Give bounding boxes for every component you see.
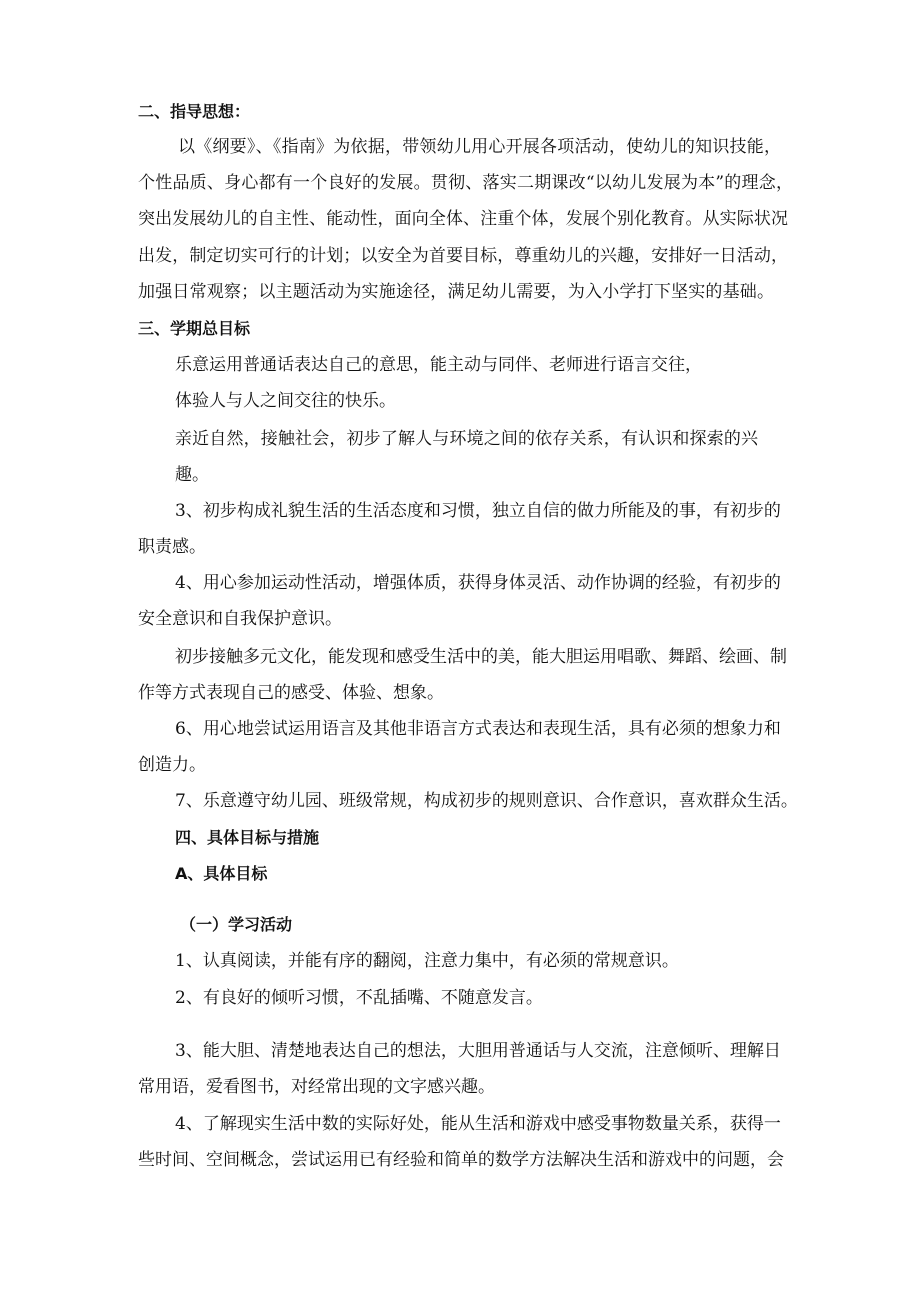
section-heading-specific-goals: 四、具体目标与措施 (175, 828, 320, 847)
subheading-a: A、具体目标 (175, 864, 268, 883)
goal-line: 亲近自然，接触社会，初步了解人与环境之间的依存关系，有认识和探索的兴 (175, 429, 758, 449)
item-line: 2、有良好的倾听习惯，不乱插嘴、不随意发言。 (175, 988, 543, 1008)
goal-line: 初步接触多元文化，能发现和感受生活中的美，能大胆运用唱歌、舞蹈、绘画、制 (175, 647, 787, 667)
goal-line: 趣。 (175, 465, 209, 485)
goal-line: 6、用心地尝试运用语言及其他非语言方式表达和表现生活，具有必须的想象力和 (175, 719, 781, 739)
item-line: 些时间、空间概念，尝试运用已有经验和简单的数学方法解决生活和游戏中的问题，会 (138, 1150, 784, 1170)
section-heading-semester-goals: 三、学期总目标 (138, 319, 251, 338)
subheading-learning-activities: （一）学习活动 (180, 915, 293, 934)
goal-line: 创造力。 (138, 755, 206, 775)
goal-line: 4、用心参加运动性活动，增强体质，获得身体灵活、动作协调的经验，有初步的 (175, 573, 781, 593)
goal-line: 安全意识和自我保护意识。 (138, 609, 342, 629)
item-line: 3、能大胆、清楚地表达自己的想法，大胆用普通话与人交流，注意倾听、理解日 (175, 1041, 781, 1061)
goal-line: 3、初步构成礼貌生活的生活态度和习惯，独立自信的做力所能及的事，有初步的 (175, 501, 781, 521)
paragraph-line: 加强日常观察；以主题活动为实施途径，满足幼儿需要，为入小学打下坚实的基础。 (138, 282, 774, 302)
goal-line: 作等方式表现自己的感受、体验、想象。 (138, 683, 444, 703)
goal-line: 职责感。 (138, 537, 206, 557)
paragraph-line: 突出发展幼儿的自主性、能动性，面向全体、注重个体，发展个别化教育。从实际状况 (138, 209, 788, 229)
paragraph-line: 以《纲要》、《指南》为依据，带领幼儿用心开展各项活动，使幼儿的知识技能， (178, 137, 781, 157)
goal-line: 7、乐意遵守幼儿园、班级常规，构成初步的规则意识、合作意识，喜欢群众生活。 (175, 791, 798, 811)
goal-line: 体验人与人之间交往的快乐。 (175, 391, 396, 411)
goal-line: 乐意运用普通话表达自己的意思，能主动与同伴、老师进行语言交往， (175, 355, 702, 375)
item-line: 常用语，爱看图书，对经常出现的文字感兴趣。 (138, 1077, 495, 1097)
paragraph-line: 出发，制定切实可行的计划；以安全为首要目标，尊重幼儿的兴趣，安排好一日活动， (138, 246, 788, 266)
section-heading-guiding-thought: 二、指导思想： (138, 102, 251, 121)
item-line: 4、了解现实生活中数的实际好处，能从生活和游戏中感受事物数量关系，获得一 (175, 1114, 781, 1134)
item-line: 1、认真阅读，并能有序的翻阅，注意力集中，有必须的常规意识。 (175, 951, 679, 971)
paragraph-line: 个性品质、身心都有一个良好的发展。贯彻、落实二期课改“以幼儿发展为本”的理念， (138, 173, 793, 193)
